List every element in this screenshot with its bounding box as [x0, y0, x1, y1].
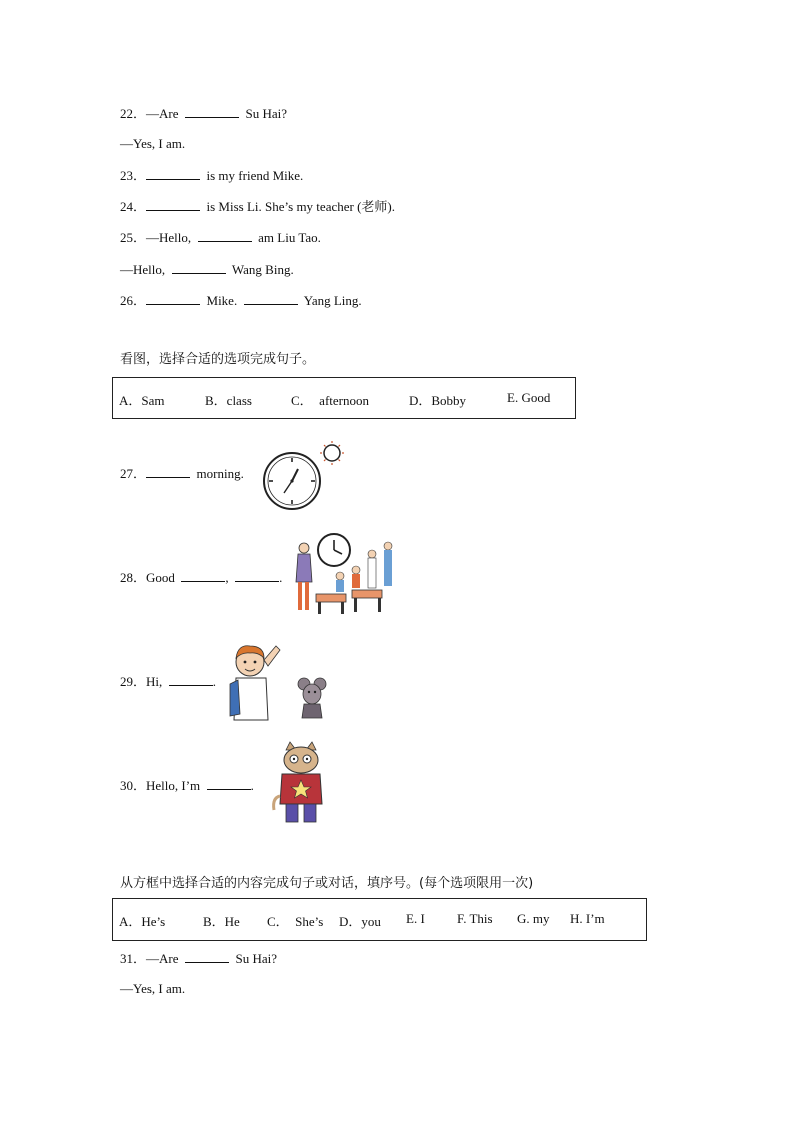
question-22-line2: —Yes, I am. — [120, 136, 186, 151]
option-c: C． afternoon — [291, 393, 369, 408]
question-31-line2: —Yes, I am. — [120, 981, 186, 996]
question-number: 29． — [120, 674, 147, 689]
question-31-line1 — [120, 950, 277, 967]
option-e: E. I — [406, 911, 425, 926]
section2-instruction: 看图，选择合适的选项完成句子。 — [120, 352, 316, 367]
question-text: Mike. — [206, 293, 238, 308]
question-text: Hello, I’m — [146, 778, 201, 793]
section3-instruction: 从方框中选择合适的内容完成句子或对话，填序号。(每个选项限用一次) — [120, 876, 534, 891]
options-box-2 — [112, 898, 647, 941]
clock-icon — [264, 453, 320, 509]
question-number: 22． — [120, 106, 147, 121]
question-text: is Miss Li. She’s my teacher (老师). — [206, 199, 395, 214]
question-28 — [120, 569, 282, 586]
question-text: —Hello, — [120, 262, 166, 277]
question-27 — [120, 465, 244, 482]
answer-blank[interactable] — [244, 292, 298, 305]
answer-blank[interactable] — [146, 465, 190, 478]
answer-blank[interactable] — [181, 569, 225, 582]
waving-boy-figure — [230, 646, 280, 720]
question-30 — [120, 777, 254, 794]
question-text: Good — [146, 570, 175, 585]
question-text: —Are — [146, 106, 179, 121]
question-25-line1 — [120, 229, 321, 246]
comma: , — [225, 570, 229, 585]
answer-blank[interactable] — [207, 777, 251, 790]
option-f: F. This — [457, 911, 493, 926]
answer-blank[interactable] — [185, 105, 239, 118]
answer-blank[interactable] — [146, 167, 200, 180]
question-number: 25． — [120, 230, 147, 245]
classroom-afternoon-picture — [292, 532, 398, 616]
teacher-figure — [296, 543, 312, 610]
answer-blank[interactable] — [185, 950, 229, 963]
question-number: 26． — [120, 293, 147, 308]
question-text: morning. — [196, 466, 244, 481]
answer-blank[interactable] — [169, 673, 213, 686]
question-25-line2 — [120, 261, 294, 278]
question-number: 24． — [120, 199, 147, 214]
question-text: Hi, — [146, 674, 163, 689]
option-h: H. I’m — [570, 911, 605, 926]
answer-blank[interactable] — [235, 569, 279, 582]
question-22-line1 — [120, 105, 287, 122]
answer-blank[interactable] — [146, 292, 200, 305]
question-number: 28． — [120, 570, 147, 585]
period: . — [250, 778, 254, 793]
question-text: Wang Bing. — [231, 262, 294, 277]
question-number: 30． — [120, 778, 147, 793]
boy-and-mouse-picture — [226, 640, 336, 724]
question-number: 23． — [120, 168, 147, 183]
question-text: —Are — [146, 951, 179, 966]
question-26 — [120, 292, 362, 309]
question-29 — [120, 673, 216, 690]
option-e: E. Good — [507, 390, 551, 405]
question-text: Su Hai? — [235, 951, 278, 966]
answer-blank[interactable] — [198, 229, 252, 242]
options-box-1 — [112, 377, 576, 419]
question-24 — [120, 198, 395, 215]
option-a: A．Sam — [119, 393, 165, 408]
option-b: B．He — [203, 914, 240, 929]
mouse-figure — [298, 678, 326, 718]
answer-blank[interactable] — [172, 261, 226, 274]
option-c: C． She’s — [267, 914, 324, 929]
option-b: B．class — [205, 393, 252, 408]
cat-picture — [270, 740, 332, 830]
question-text: Su Hai? — [245, 106, 288, 121]
question-text: Yang Ling. — [303, 293, 362, 308]
question-text: is my friend Mike. — [206, 168, 304, 183]
question-23 — [120, 167, 303, 184]
question-text: am Liu Tao. — [258, 230, 321, 245]
morning-clock-sun-picture — [260, 440, 356, 512]
question-text: —Hello, — [146, 230, 192, 245]
option-d: D．you — [339, 914, 381, 929]
wall-clock-icon — [318, 534, 350, 566]
question-number: 31． — [120, 951, 147, 966]
sun-icon — [320, 441, 344, 465]
cat-figure — [274, 742, 322, 822]
option-a: A．He’s — [119, 914, 166, 929]
question-number: 27． — [120, 466, 147, 481]
option-g: G. my — [517, 911, 550, 926]
answer-blank[interactable] — [146, 198, 200, 211]
period: . — [212, 674, 217, 689]
period: . — [279, 570, 283, 585]
option-d: D．Bobby — [409, 393, 467, 408]
